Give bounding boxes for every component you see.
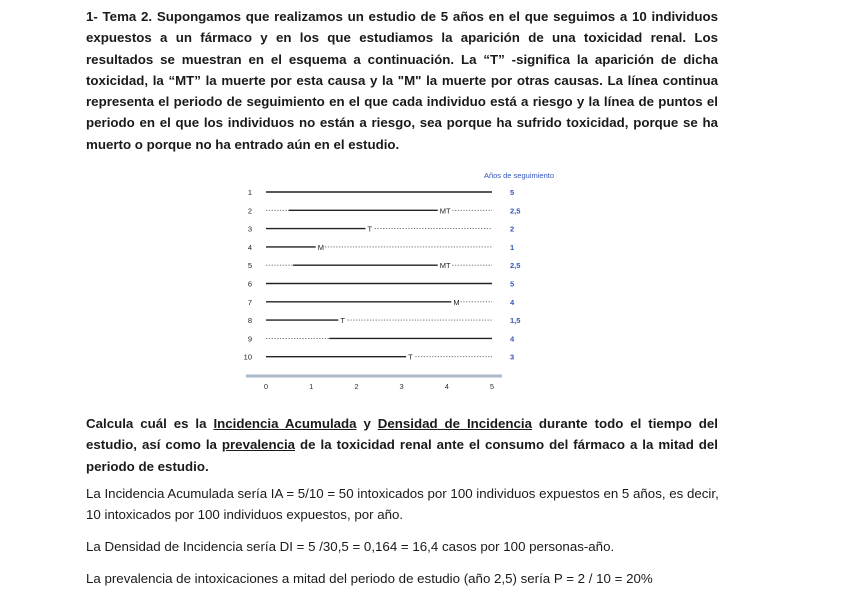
row-label: 5 (247, 261, 252, 271)
row-years-value: 5 (510, 279, 515, 289)
x-tick-label: 2 (354, 382, 359, 391)
follow-up-years-header: Años de seguimiento (483, 171, 554, 180)
term-densidad-incidencia: Densidad de Incidencia (377, 416, 532, 431)
row-event-marker: M (317, 242, 324, 252)
row-years-value: 4 (510, 297, 515, 307)
row-years-value: 2 (510, 224, 515, 234)
row-years-value: 1,5 (510, 316, 521, 326)
answer-incidencia-acumulada: La Incidencia Acumulada sería IA = 5/10 = 50 intoxicados por 100 individuos expuestos en 5 años, es decir, 10 intoxicados por 100 individuos expuestos, por año. (86, 486, 719, 523)
row-event-marker: M (453, 297, 460, 307)
x-tick-label: 3 (399, 382, 404, 391)
row-label: 8 (247, 316, 252, 326)
row-event-marker: T (367, 224, 373, 234)
row-label: 4 (247, 242, 252, 252)
x-tick-label: 4 (444, 382, 449, 391)
answer-prevalencia: La prevalencia de intoxicaciones a mitad del periodo de estudio (año 2,5) sería P = 2 / 10 = 20% (86, 571, 653, 586)
question-mid1: y (356, 416, 378, 431)
row-years-value: 4 (510, 334, 515, 344)
x-axis-ticks (264, 382, 494, 391)
row-event-marker: MT (439, 206, 451, 216)
row-label: 3 (247, 224, 252, 234)
row-label: 6 (247, 279, 252, 289)
row-event-marker: T (340, 316, 345, 326)
row-label: 10 (243, 352, 252, 362)
x-tick-label: 0 (263, 382, 269, 391)
row-years-value: 3 (510, 352, 515, 362)
row-label: 2 (247, 206, 252, 216)
follow-up-rows (244, 188, 521, 362)
answer-densidad-incidencia: La Densidad de Incidencia sería DI = 5 /30,5 = 0,164 = 16,4 casos por 100 personas-año. (86, 539, 615, 554)
term-prevalencia: prevalencia (221, 437, 296, 453)
question-pre: Calcula cuál es la (86, 416, 214, 431)
follow-up-diagram (240, 168, 560, 400)
x-tick-label: 1 (309, 382, 314, 391)
row-event-marker: T (408, 352, 413, 362)
row-years-value: 2,5 (510, 261, 521, 271)
row-years-value: 1 (510, 242, 515, 252)
question-post: de la toxicidad renal ante el consumo del fármaco a la mitad del periodo de estudio. (86, 437, 718, 474)
row-label: 1 (247, 188, 252, 197)
row-years-value: 2,5 (510, 206, 521, 216)
row-label: 9 (247, 334, 252, 344)
row-years-value: 5 (510, 188, 515, 197)
x-tick-label: 5 (489, 382, 495, 391)
problem-statement: 1- Tema 2. Supongamos que realizamos un estudio de 5 años en el que seguimos a 10 individuos expuestos a un fármaco y en los que estudiamos la aparición de una toxicidad renal. Los resultados se muestran en el esquema a continuación. La “T” -significa la aparición de dicha toxicidad, la “MT” la muerte por esta causa y la "M" la muerte por otras causas. La línea continua representa el periodo de seguimiento en el que cada individuo está a riesgo y la línea de puntos el periodo en el que los individuos no están a riesgo, sea porque ha sufrido toxicidad, porque se ha muerto o porque no ha entrado aún en el estudio. (86, 9, 718, 152)
question-mid2: durante todo el tiempo del estudio, así como la (86, 416, 718, 453)
row-label: 7 (247, 297, 252, 307)
term-incidencia-acumulada: Incidencia Acumulada (213, 416, 357, 431)
question-text (86, 413, 718, 477)
row-event-marker: MT (439, 261, 451, 271)
